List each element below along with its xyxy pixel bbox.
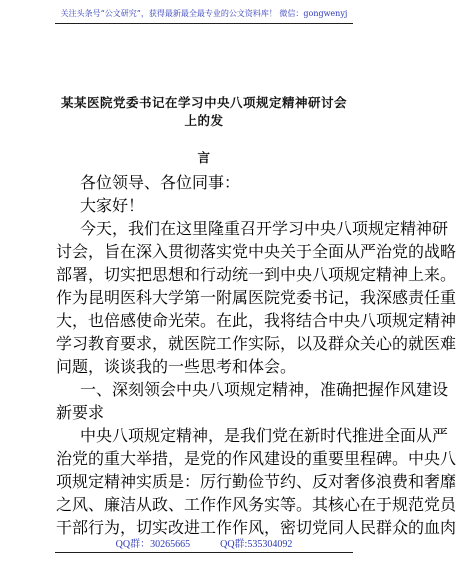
section-heading-line: 新要求	[56, 403, 105, 422]
qq-group-1: QQ群：30265665	[115, 539, 191, 550]
header-notice: 关注头条号“公文研究”，获得最新最全最专业的公文资料库！ 微信：gongwenyj	[60, 9, 348, 18]
greeting-line: 大家好！	[80, 196, 145, 215]
body-line: 问题，谈谈我的一些思考和体会。	[56, 357, 297, 376]
qq-group-2: QQ群:535304092	[220, 539, 293, 550]
section-heading-line: 一、深刻领会中央八项规定精神，准确把握作风建设	[80, 380, 449, 399]
body-line: 今天，我们在这里隆重召开学习中央八项规定精神研	[80, 219, 449, 238]
body-line: 部署，切实把思想和行动统一到中央八项规定精神上来。	[56, 265, 456, 284]
body-line: 项规定精神实质是：厉行勤俭节约、反对奢侈浪费和奢靡	[56, 472, 456, 491]
header-divider	[55, 23, 353, 24]
body-line: 讨会，旨在深入贯彻落实党中央关于全面从严治党的战略	[56, 242, 456, 261]
body-line: 大，也倍感使命光荣。在此，我将结合中央八项规定精神	[56, 311, 456, 330]
body-line: 学习教育要求，就医院工作实际，以及群众关心的就医难	[56, 334, 456, 353]
body-line: 治党的重大举措，是党的作风建设的重要里程碑。中央八	[56, 449, 456, 468]
footer-divider	[55, 552, 353, 553]
document-title: 某某医院党委书记在学习中央八项规定精神研讨会上的发	[60, 95, 347, 128]
body-line: 作为昆明医科大学第一附属医院党委书记，我深感责任重	[56, 288, 456, 307]
footer-contact	[0, 535, 408, 550]
salutation-line: 各位领导、各位同事：	[80, 173, 241, 192]
body-line: 中央八项规定精神，是我们党在新时代推进全面从严	[80, 426, 449, 445]
body-line: 干部行为，切实改进工作作风，密切党同人民群众的血肉	[56, 518, 456, 537]
body-line: 之风、廉洁从政、工作作风务实等。其核心在于规范党员	[56, 495, 456, 514]
document-title-continued: 言	[197, 150, 211, 165]
